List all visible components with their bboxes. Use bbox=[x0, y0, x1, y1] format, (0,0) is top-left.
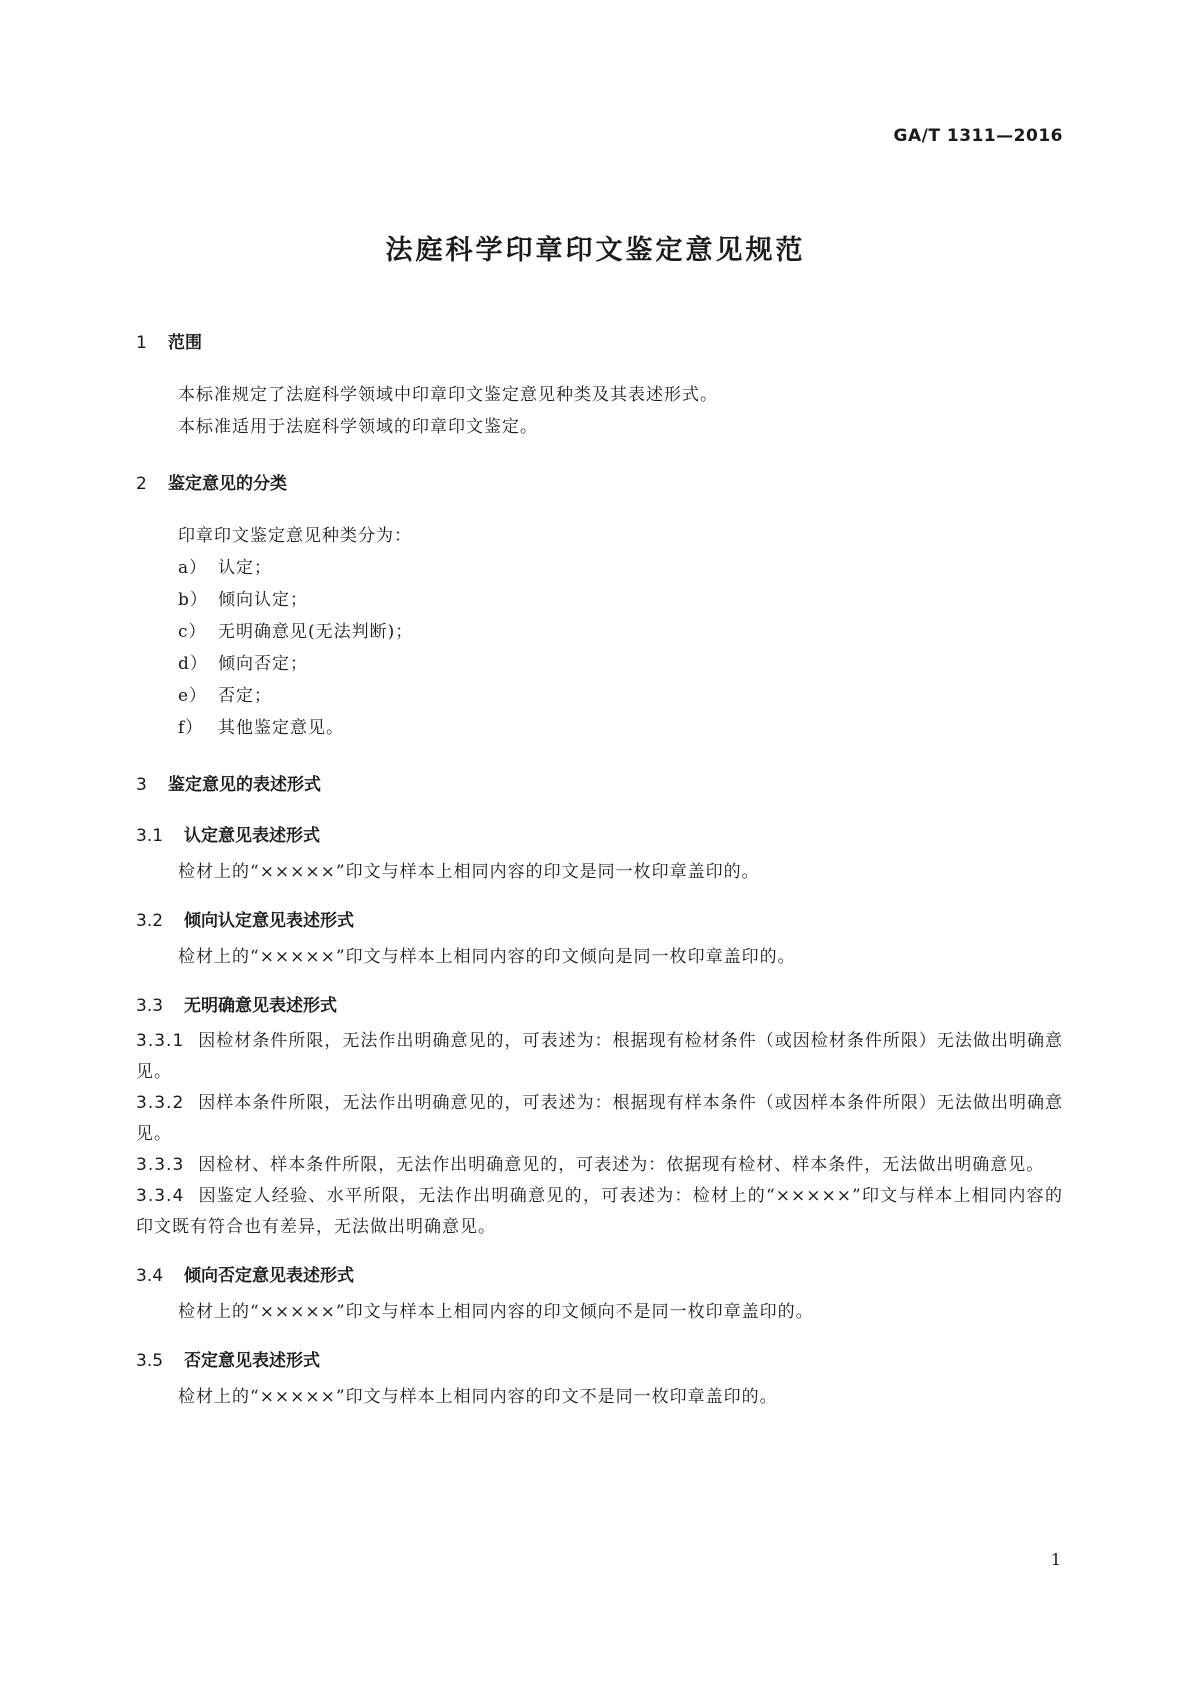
page-number: 1 bbox=[1050, 1550, 1061, 1569]
paragraph: 本标准规定了法庭科学领域中印章印文鉴定意见种类及其表述形式。 bbox=[178, 385, 718, 405]
paragraph: 印章印文鉴定意见种类分为： bbox=[178, 526, 412, 546]
list-item bbox=[136, 616, 1063, 648]
clause bbox=[136, 1026, 1063, 1088]
clause-text: 因检材、样本条件所限，无法作出明确意见的，可表述为：依据现有检材、样本条件，无法做出明确意见。 bbox=[198, 1155, 1045, 1175]
subsection-title: 倾向认定意见表述形式 bbox=[184, 911, 354, 931]
list-text: 否定； bbox=[218, 686, 272, 706]
list-text: 倾向否定； bbox=[218, 654, 308, 674]
list-marker: b） bbox=[178, 590, 208, 610]
list-text: 无明确意见(无法判断)； bbox=[218, 622, 414, 642]
list-text: 认定； bbox=[218, 558, 272, 578]
subsection-heading-3-1 bbox=[136, 821, 1063, 846]
paragraph: 本标准适用于法庭科学领域的印章印文鉴定。 bbox=[178, 417, 538, 437]
subsection-heading-3-3 bbox=[136, 991, 1063, 1016]
list-item bbox=[136, 712, 1063, 744]
subsection-number: 3.3 bbox=[136, 996, 164, 1016]
clause bbox=[136, 1181, 1063, 1243]
section-title: 鉴定意见的分类 bbox=[168, 474, 287, 494]
clause bbox=[136, 1150, 1063, 1181]
clause-text: 因检材条件所限，无法作出明确意见的，可表述为：根据现有检材条件（或因检材条件所限）无法做出明确意见。 bbox=[136, 1031, 1063, 1082]
clause bbox=[136, 1088, 1063, 1150]
list-marker: c） bbox=[178, 622, 207, 642]
section-heading-1 bbox=[136, 328, 1063, 353]
paragraph: 检材上的“×××××”印文与样本上相同内容的印文倾向不是同一枚印章盖印的。 bbox=[178, 1302, 814, 1322]
subsection-title: 倾向否定意见表述形式 bbox=[184, 1266, 354, 1286]
section-title: 范围 bbox=[168, 333, 202, 353]
subsection-number: 3.4 bbox=[136, 1266, 164, 1286]
subsection-title: 认定意见表述形式 bbox=[184, 826, 320, 846]
list-item bbox=[136, 552, 1063, 584]
list-item bbox=[136, 648, 1063, 680]
section-number: 1 bbox=[136, 333, 147, 353]
subsection-number: 3.1 bbox=[136, 826, 164, 846]
paragraph: 检材上的“×××××”印文与样本上相同内容的印文是同一枚印章盖印的。 bbox=[178, 862, 760, 882]
section-title: 鉴定意见的表述形式 bbox=[168, 775, 321, 795]
standard-code: GA/T 1311—2016 bbox=[893, 126, 1063, 146]
section-heading-2 bbox=[136, 469, 1063, 494]
clause-number: 3.3.2 bbox=[136, 1093, 185, 1113]
section-number: 3 bbox=[136, 775, 147, 795]
paragraph: 检材上的“×××××”印文与样本上相同内容的印文不是同一枚印章盖印的。 bbox=[178, 1387, 778, 1407]
clause-number: 3.3.4 bbox=[136, 1186, 185, 1206]
list-marker: d） bbox=[178, 654, 208, 674]
subsection-heading-3-5 bbox=[136, 1346, 1063, 1371]
document-title: 法庭科学印章印文鉴定意见规范 bbox=[385, 235, 806, 266]
list-text: 倾向认定； bbox=[218, 590, 308, 610]
subsection-number: 3.5 bbox=[136, 1351, 164, 1371]
clause-text: 因样本条件所限，无法作出明确意见的，可表述为：根据现有样本条件（或因样本条件所限）无法做出明确意见。 bbox=[136, 1093, 1063, 1144]
list-item bbox=[136, 680, 1063, 712]
clause-number: 3.3.3 bbox=[136, 1155, 185, 1175]
subsection-heading-3-2 bbox=[136, 906, 1063, 931]
subsection-heading-3-4 bbox=[136, 1261, 1063, 1286]
subsection-title: 无明确意见表述形式 bbox=[184, 996, 337, 1016]
paragraph: 检材上的“×××××”印文与样本上相同内容的印文倾向是同一枚印章盖印的。 bbox=[178, 947, 796, 967]
subsection-number: 3.2 bbox=[136, 911, 164, 931]
list-marker: e） bbox=[178, 686, 208, 706]
subsection-title: 否定意见表述形式 bbox=[184, 1351, 320, 1371]
document-body bbox=[136, 328, 1063, 1413]
list-marker: f） bbox=[178, 718, 204, 738]
section-number: 2 bbox=[136, 474, 147, 494]
list-marker: a） bbox=[178, 558, 208, 578]
clause-text: 因鉴定人经验、水平所限，无法作出明确意见的，可表述为：检材上的“×××××”印文与样本上相同内容的印文既有符合也有差异，无法做出明确意见。 bbox=[136, 1186, 1063, 1237]
list-item bbox=[136, 584, 1063, 616]
clause-number: 3.3.1 bbox=[136, 1031, 185, 1051]
list-text: 其他鉴定意见。 bbox=[218, 718, 344, 738]
section-heading-3 bbox=[136, 770, 1063, 795]
